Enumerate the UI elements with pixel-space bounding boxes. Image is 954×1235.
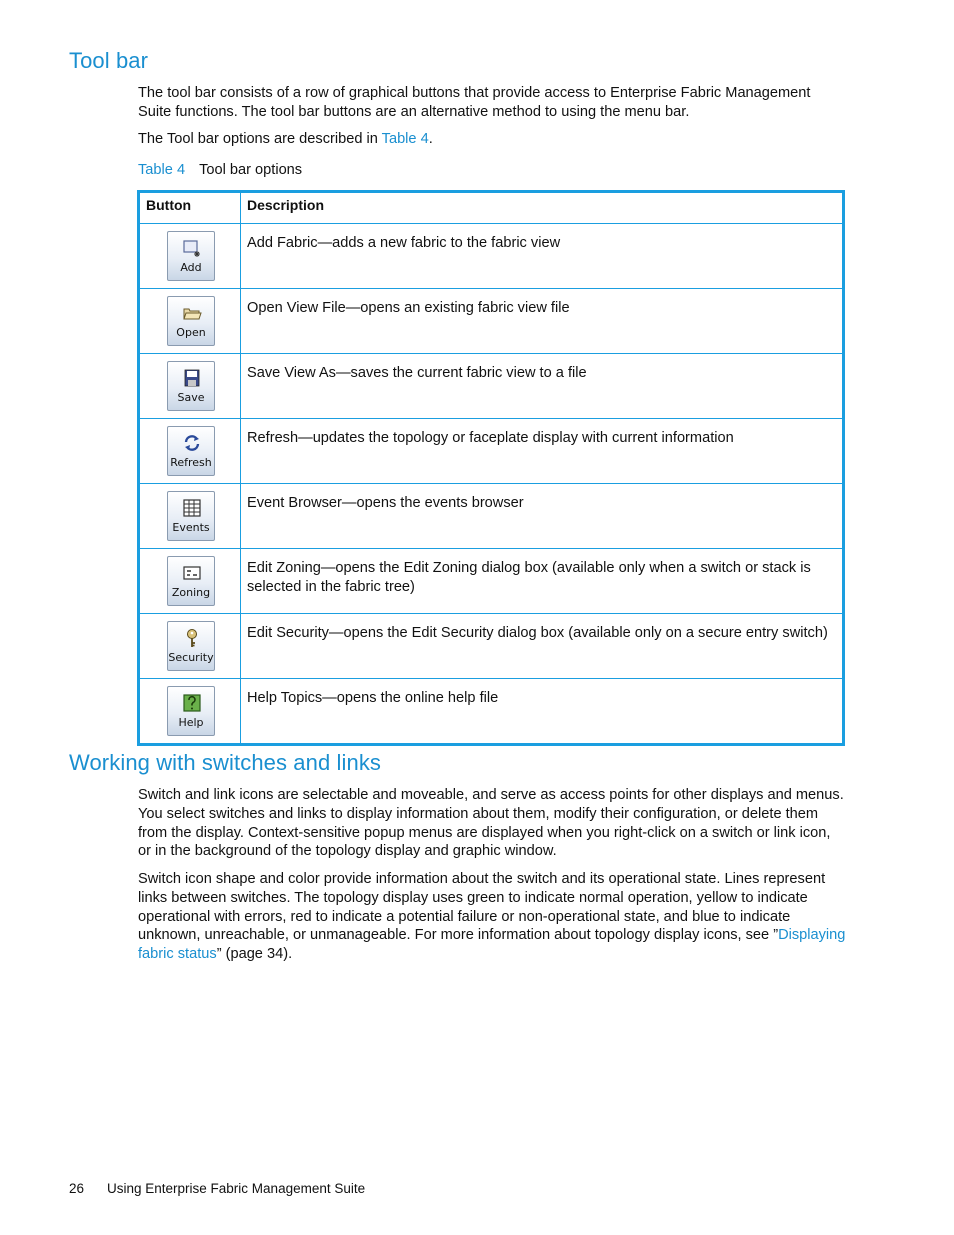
column-header-description: Description (241, 192, 844, 224)
table-4-link[interactable]: Table 4 (381, 131, 429, 147)
zoning-button-label: Zoning (171, 586, 211, 600)
table-reference-end: . (428, 131, 433, 147)
table-caption-label: Table 4 (138, 162, 186, 178)
refresh-description: Refresh—updates the topology or faceplate display with current information (241, 419, 844, 484)
table-row (139, 549, 844, 614)
events-button[interactable] (167, 491, 215, 541)
key-icon (182, 628, 202, 648)
open-description: Open View File—opens an existing fabric view file (241, 289, 844, 354)
column-header-button: Button (139, 192, 241, 224)
refresh-button-label: Refresh (170, 456, 212, 470)
zoning-icon (182, 563, 202, 583)
switches-links-paragraph-1: Switch and link icons are selectable and moveable, and serve as access points for other displays and menus. You select switches and links to display information about them, modify their configuration, or delete them from the display. Context-sensitive popup menus are displayed when you right-click on a switch or link icon, or in the background of the topology display and graphic window. (138, 787, 844, 860)
section-heading-tool-bar: Tool bar (69, 48, 149, 73)
table-row (139, 679, 844, 745)
add-button[interactable] (167, 231, 215, 281)
events-description: Event Browser—opens the events browser (241, 484, 844, 549)
tool-bar-intro-paragraph: The tool bar consists of a row of graphical buttons that provide access to Enterprise Fabric Management Suite functions. The tool bar buttons are an alternative method to using the menu bar. (138, 85, 811, 120)
events-button-label: Events (172, 521, 210, 535)
add-button-label: Add (180, 261, 202, 275)
page-reference-text: ” (page 34). (216, 946, 293, 963)
footer-title: Using Enterprise Fabric Management Suite (107, 1181, 366, 1196)
add-description: Add Fabric—adds a new fabric to the fabric view (241, 224, 844, 289)
switches-links-paragraph-2 (138, 870, 846, 964)
refresh-icon (182, 433, 202, 453)
save-description: Save View As—saves the current fabric view to a file (241, 354, 844, 419)
open-button-label: Open (176, 326, 206, 340)
refresh-button[interactable] (167, 426, 215, 476)
add-icon (182, 238, 202, 258)
save-button[interactable] (167, 361, 215, 411)
help-button-label: Help (178, 716, 204, 730)
table-header-row (139, 192, 844, 224)
zoning-description: Edit Zoning—opens the Edit Zoning dialog box (available only when a switch or stack is selected in the fabric tree) (241, 549, 844, 614)
help-button[interactable] (167, 686, 215, 736)
table-row (139, 419, 844, 484)
switch-icon-description-text: Switch icon shape and color provide information about the switch and its operational state. Lines represent links between switches. The topology display uses green to indicate normal operation, yellow to indicate operational with errors, red to indicate a potential failure or non-operational state, and blue to indicate unknown, unreachable, or unmanageable. For more information about topology display icons, see ” (138, 871, 826, 944)
help-question-icon (182, 693, 202, 713)
security-description: Edit Security—opens the Edit Security dialog box (available only on a secure entry switch) (241, 614, 844, 679)
table-row (139, 224, 844, 289)
displaying-fabric-status-link[interactable]: Displaying fabric status (138, 927, 846, 963)
save-button-label: Save (177, 391, 205, 405)
security-button[interactable] (167, 621, 215, 671)
table-row (139, 289, 844, 354)
table-row (139, 354, 844, 419)
table-caption (138, 162, 302, 178)
zoning-button[interactable] (167, 556, 215, 606)
table-reference-text: The Tool bar options are described in (138, 131, 382, 147)
help-description: Help Topics—opens the online help file (241, 679, 844, 745)
security-button-label: Security (168, 651, 214, 665)
folder-open-icon (182, 303, 202, 323)
table-reference-paragraph (138, 130, 846, 149)
table-row (139, 484, 844, 549)
page-number: 26 (69, 1181, 85, 1196)
tool-bar-options-table (137, 190, 845, 746)
table-caption-text: Tool bar options (199, 162, 303, 178)
open-button[interactable] (167, 296, 215, 346)
grid-table-icon (182, 498, 202, 518)
section-heading-switches-links: Working with switches and links (69, 750, 382, 775)
table-row (139, 614, 844, 679)
floppy-disk-icon (182, 368, 202, 388)
